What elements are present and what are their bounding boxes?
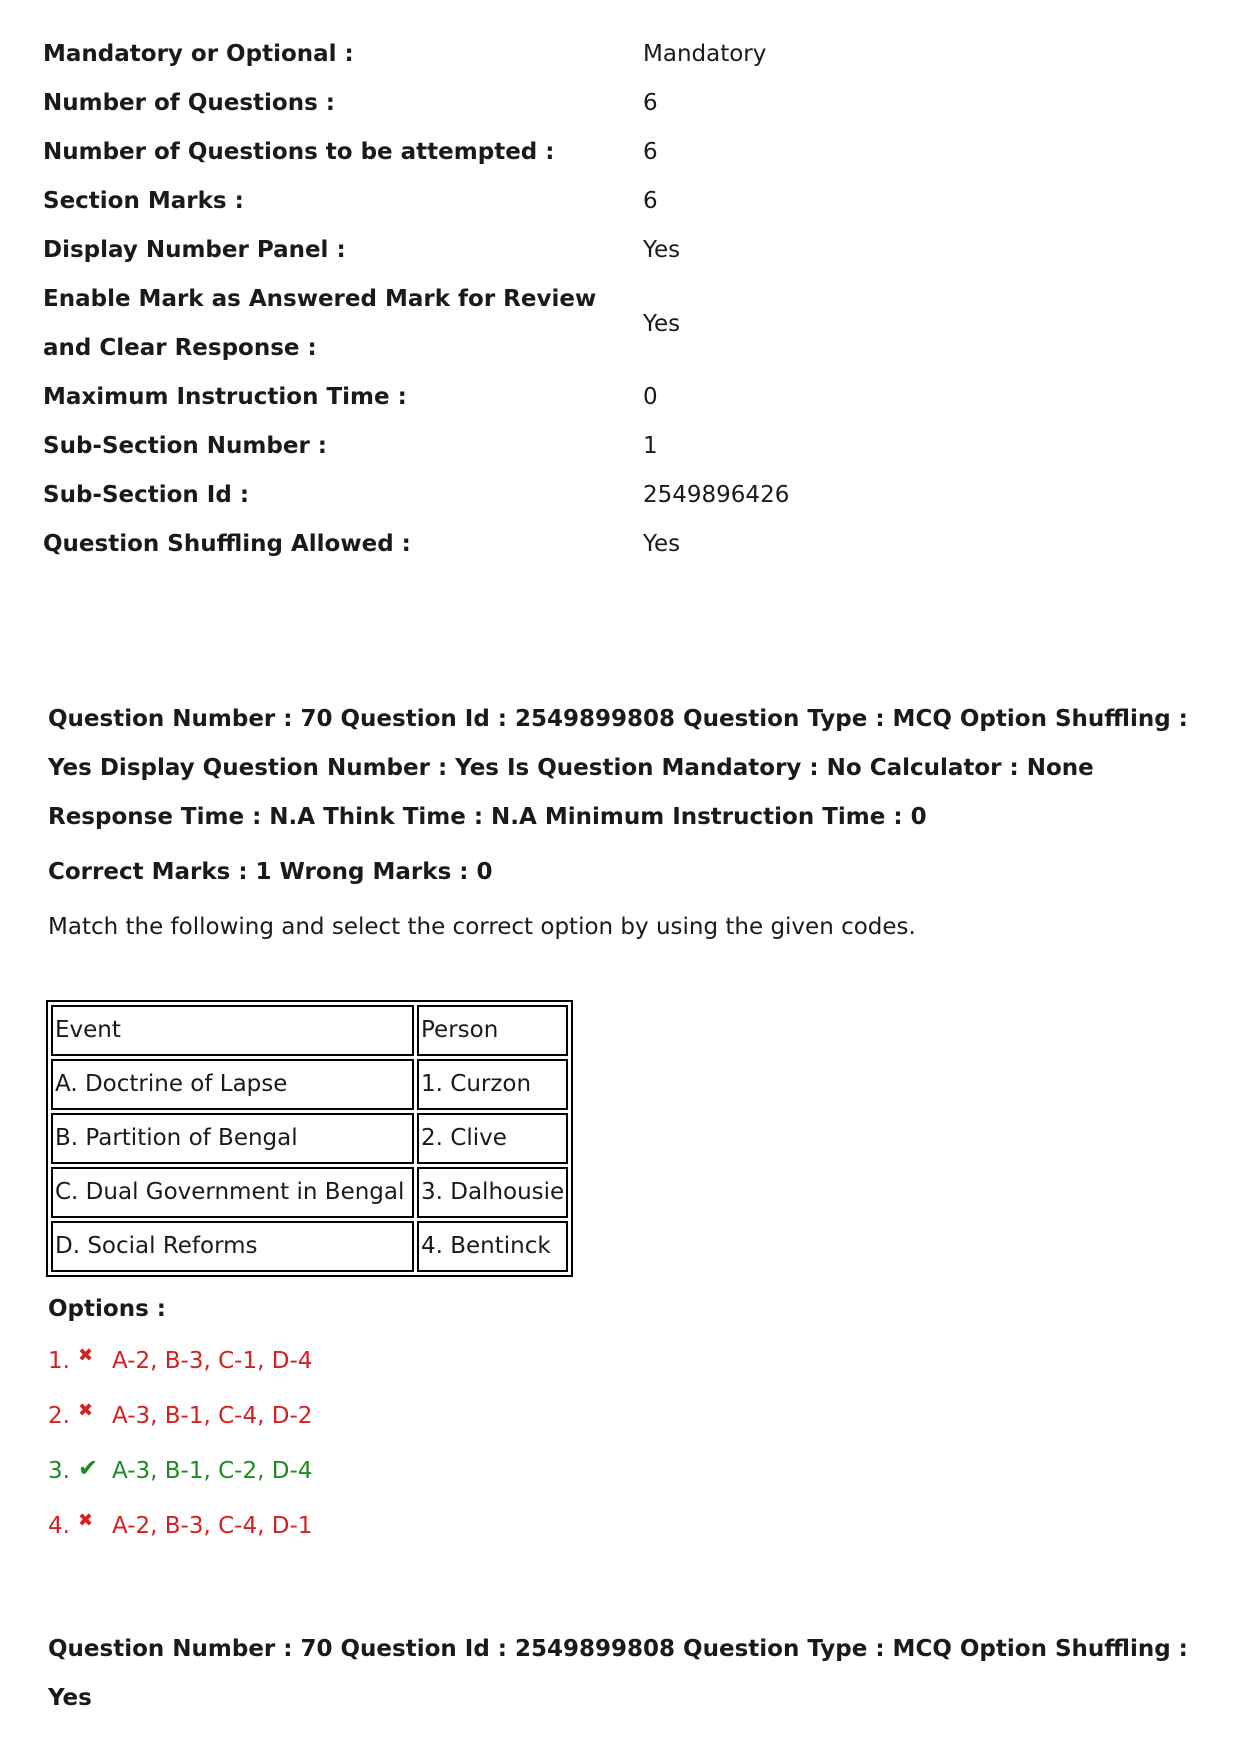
section-metadata <box>43 30 1193 569</box>
meta-label: Question Shuffling Allowed : <box>43 531 411 557</box>
table-row <box>51 1167 568 1218</box>
table-row <box>51 1113 568 1164</box>
table-cell: 3. Dalhousie <box>417 1167 568 1218</box>
meta-row <box>43 128 1193 177</box>
meta-label: Number of Questions : <box>43 90 335 116</box>
option-number: 4. <box>48 1513 70 1539</box>
option-2 <box>48 1389 1208 1444</box>
option-number: 3. <box>48 1458 70 1484</box>
meta-value: 6 <box>643 90 658 116</box>
meta-row <box>43 471 1193 520</box>
meta-label: Sub-Section Id : <box>43 482 250 508</box>
meta-label: Display Number Panel : <box>43 237 346 263</box>
option-number: 1. <box>48 1348 70 1374</box>
cross-icon: ✖ <box>78 1510 94 1531</box>
table-header-event: Event <box>51 1005 414 1056</box>
meta-row <box>43 373 1193 422</box>
table-cell: B. Partition of Bengal <box>51 1113 414 1164</box>
meta-value: Yes <box>643 310 681 337</box>
meta-value: 2549896426 <box>643 482 790 508</box>
meta-row <box>43 177 1193 226</box>
meta-value: Yes <box>643 531 681 557</box>
meta-label: Maximum Instruction Time : <box>43 384 407 410</box>
meta-value: 0 <box>643 384 658 410</box>
meta-row <box>43 226 1193 275</box>
meta-value: Yes <box>643 237 681 263</box>
table-cell: C. Dual Government in Bengal <box>51 1167 414 1218</box>
meta-value: 6 <box>643 139 658 165</box>
table-cell: 1. Curzon <box>417 1059 568 1110</box>
table-header-row <box>51 1005 568 1056</box>
option-3 <box>48 1444 1208 1499</box>
question-text: Match the following and select the correct option by using the given codes. <box>48 914 916 940</box>
meta-row <box>43 79 1193 128</box>
meta-row <box>43 30 1193 79</box>
question-block <box>48 695 1208 1554</box>
meta-row <box>43 520 1193 569</box>
option-text: A-3, B-1, C-4, D-2 <box>112 1403 313 1429</box>
table-row <box>51 1059 568 1110</box>
table-cell: A. Doctrine of Lapse <box>51 1059 414 1110</box>
question-marks: Correct Marks : 1 Wrong Marks : 0 <box>48 859 493 885</box>
meta-row <box>43 422 1193 471</box>
cross-icon: ✖ <box>78 1345 94 1366</box>
meta-value: 6 <box>643 188 658 214</box>
meta-label: Mandatory or Optional : <box>43 41 354 67</box>
option-1 <box>48 1334 1208 1389</box>
cross-icon: ✖ <box>78 1400 94 1421</box>
meta-value: 1 <box>643 433 658 459</box>
option-number: 2. <box>48 1403 70 1429</box>
meta-label: Enable Mark as Answered Mark for Review and Clear Response : <box>43 286 597 361</box>
meta-label: Section Marks : <box>43 188 244 214</box>
meta-row <box>43 275 1193 373</box>
meta-label: Number of Questions to be attempted : <box>43 139 555 165</box>
table-row <box>51 1221 568 1272</box>
question-header: Question Number : 70 Question Id : 2549899808 Question Type : MCQ Option Shuffling : Yes Display Question Number : Yes Is Question Mandatory : No Calculator : None Response Time : N.A Think Time : N.A Minimum Instruction Time : 0 <box>48 706 1188 830</box>
table-header-person: Person <box>417 1005 568 1056</box>
check-icon: ✔ <box>78 1454 99 1482</box>
table-cell: 2. Clive <box>417 1113 568 1164</box>
next-question-header: Question Number : 70 Question Id : 2549899808 Question Type : MCQ Option Shuffling : Yes <box>48 1636 1188 1711</box>
options-label: Options : <box>48 1296 166 1322</box>
option-text: A-2, B-3, C-1, D-4 <box>112 1348 313 1374</box>
table-cell: 4. Bentinck <box>417 1221 568 1272</box>
table-cell: D. Social Reforms <box>51 1221 414 1272</box>
option-text: A-2, B-3, C-4, D-1 <box>112 1513 313 1539</box>
match-table <box>46 1000 573 1277</box>
meta-value: Mandatory <box>643 41 767 67</box>
option-text: A-3, B-1, C-2, D-4 <box>112 1458 313 1484</box>
option-4 <box>48 1499 1208 1554</box>
meta-label: Sub-Section Number : <box>43 433 328 459</box>
